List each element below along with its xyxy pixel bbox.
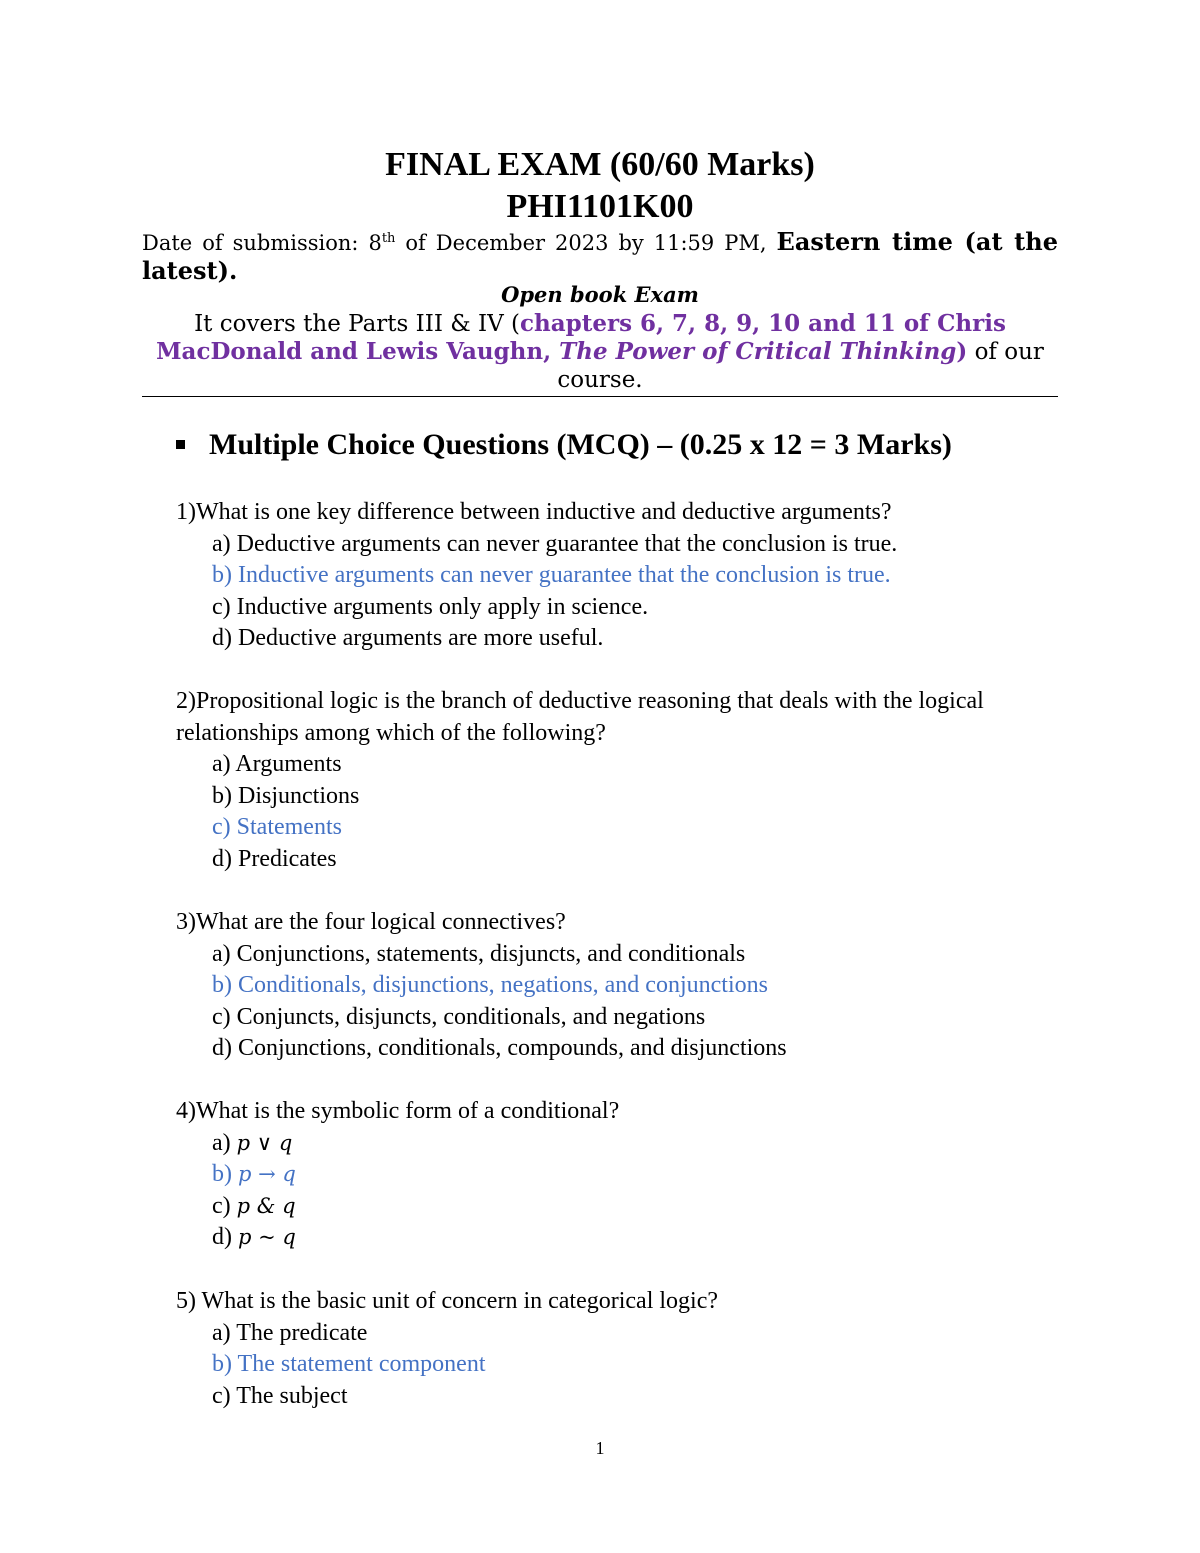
option: a) The predicate — [212, 1319, 368, 1346]
correct-option: b) p → q — [212, 1161, 296, 1187]
question-2 — [176, 686, 1056, 875]
option: a) p ∨ q — [212, 1129, 293, 1156]
option: d) Deductive arguments are more useful. — [212, 625, 604, 651]
question-text: 2)Propositional logic is the branch of deductive reasoning that deals with the logical relationships among which of the following? — [176, 688, 984, 746]
coverage-note: It covers the Parts III & IV (chapters 6, 7, 8, 9, 10 and 11 of Chris MacDonald and Lewis Vaughn, The Power of Critical Thinking) of our course. — [156, 310, 1044, 393]
option: d) p ~ q — [212, 1224, 296, 1250]
option: c) Inductive arguments only apply in science. — [212, 593, 649, 620]
question-text: 1)What is one key difference between inductive and deductive arguments? — [176, 499, 892, 525]
page-number: 1 — [595, 1438, 605, 1458]
question-4 — [176, 1096, 1056, 1254]
course-code: PHI1101K00 — [506, 188, 694, 225]
open-book-note: Open book Exam — [501, 282, 699, 307]
correct-option: c) Statements — [212, 814, 342, 840]
option: c) p & q — [212, 1192, 296, 1219]
question-text: 3)What are the four logical connectives? — [176, 909, 566, 935]
option: c) The subject — [212, 1382, 348, 1409]
question-3 — [176, 907, 1056, 1065]
option: b) Disjunctions — [212, 782, 360, 809]
option: c) Conjuncts, disjuncts, conditionals, and negations — [212, 1003, 706, 1030]
section-heading: Multiple Choice Questions (MCQ) – (0.25 x 12 = 3 Marks) — [176, 428, 952, 462]
correct-option: b) The statement component — [212, 1351, 486, 1377]
correct-option: b) Inductive arguments can never guarantee that the conclusion is true. — [212, 562, 891, 588]
question-5 — [176, 1286, 1056, 1412]
submission-date: Date of submission: 8th of December 2023 by 11:59 PM, Eastern time (at the latest). — [142, 227, 1058, 285]
option: a) Conjunctions, statements, disjuncts, and conditionals — [212, 940, 746, 967]
option: a) Arguments — [212, 751, 342, 777]
option: d) Predicates — [212, 845, 337, 872]
option: d) Conjunctions, conditionals, compounds, and disjunctions — [212, 1035, 787, 1061]
option: a) Deductive arguments can never guarantee that the conclusion is true. — [212, 530, 898, 557]
square-bullet-icon — [176, 440, 185, 449]
exam-title: FINAL EXAM (60/60 Marks) — [385, 146, 815, 183]
question-text: 5) What is the basic unit of concern in categorical logic? — [176, 1288, 719, 1314]
question-text: 4)What is the symbolic form of a conditional? — [176, 1098, 620, 1124]
correct-option: b) Conditionals, disjunctions, negations, and conjunctions — [212, 972, 768, 998]
header-divider — [142, 396, 1058, 397]
question-1 — [176, 497, 1056, 655]
